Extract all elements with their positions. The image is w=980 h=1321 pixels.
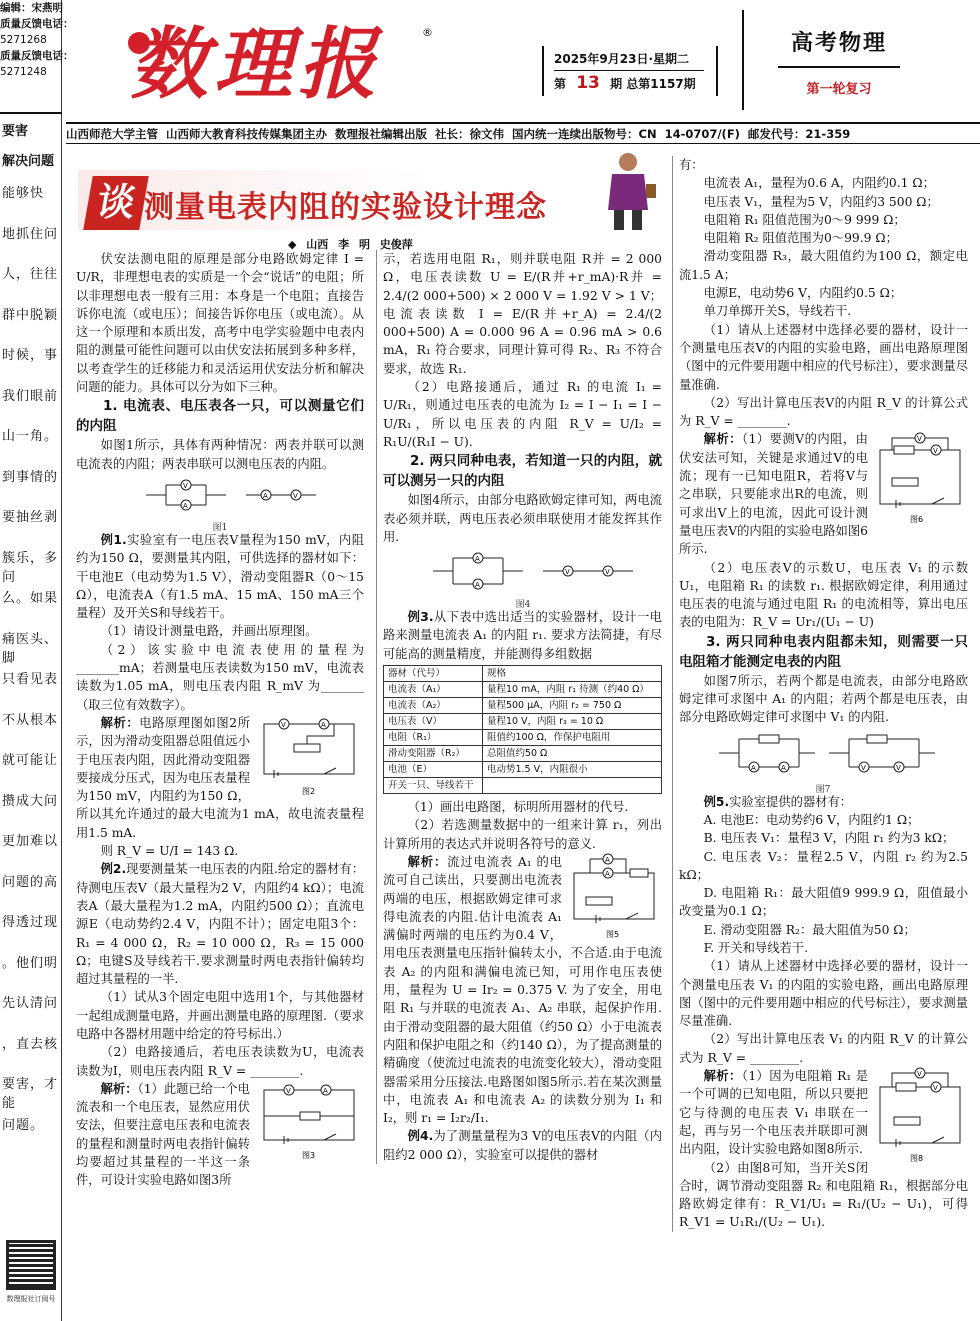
solution-4-text: （1）要测V的内阻，由伏安法可知，关键是求通过V的电流；现有一已知电阻R，若将V与之串联，只要能求出R的电流，则可求出V上的电流，因此可设计测量电压表V的内阻的实验电路如图6所示. xyxy=(679,432,868,557)
figure-5-circuit xyxy=(566,853,662,939)
editor-line: 编辑：宋燕明 xyxy=(0,2,63,14)
example-5-text: 实验室提供的器材有： xyxy=(729,794,853,809)
table-cell: 电动势1.5 V，内阻很小 xyxy=(482,762,661,778)
table-cell: 电池（E） xyxy=(384,762,483,778)
svg-text:图6: 图6 xyxy=(910,515,924,525)
col2-derivation: （2）电路接通后，通过 R₁ 的电流 I₁ = U/R₁，则通过电压表的电流为 I₂ = I − I₁ = I − U/R₁，所以电压表的内阻 R_V = U/I₂ = R₁U/(R₁I − U). xyxy=(383,380,662,449)
solution-3-label: 解析： xyxy=(407,854,448,869)
column-name: 第一轮复习 xyxy=(806,82,872,97)
svg-text:A: A xyxy=(323,1086,328,1095)
figure-1-caption: 图1 xyxy=(212,522,228,533)
strip-text-line: 问题的高 xyxy=(2,874,59,890)
newspaper-logo xyxy=(100,10,433,120)
example-2-text: 现要测量某一电压表的内阻.给定的器材有：待测电压表V（最大量程为2 V，内阻约4 kΩ）；电流表A（最大量程为1.2 mA，内阻约500 Ω）；直流电源E（电动势约2.4 V，内阻不计）；固定电阻3个：R₁ = 4 000 Ω，R₂ = 10 000 Ω，R₃ = 15 000 Ω；电键S及导线若干.要求测量时两电表指针偏转均超过其量程的一半. xyxy=(76,862,364,987)
strip-text-line: 我们眼前 xyxy=(2,388,59,404)
solution-5-formula: （2）由图8可知，当开关S闭合时，调节滑动变阻器 R₂ 和电阻箱 R₁，根据部分电路欧姆定律有：R_V1/U₁ = R₁/(U₂ − U₁)，可得 R_V1 = U₁R₁/(U₂ − U₁). xyxy=(679,1160,968,1230)
solution-2-text: （1）此题已给一个电流表和一个电压表，显然应用伏安法，但要注意电压表和电流表的量程和测量时两电表指针偏转均要超过其量程的一半这一条件，可设计实验电路如图3所 xyxy=(76,1081,250,1188)
feedback-line-2: 质量反馈电话： xyxy=(0,50,74,62)
example-1-label: 例1. xyxy=(100,532,127,547)
table-row xyxy=(384,698,662,714)
subject-underline xyxy=(778,66,900,68)
strip-text-line: 不从根本 xyxy=(2,712,59,728)
strip-text-line: 只看见表 xyxy=(2,672,59,687)
svg-text:V: V xyxy=(896,763,901,772)
strip-text-line: 问题。 xyxy=(2,1117,45,1133)
svg-text:V: V xyxy=(605,568,610,577)
table-cell: 电流表（A₂） xyxy=(384,698,483,714)
qr-caption: 数理报社订阅号 xyxy=(6,1295,56,1303)
list-item: D. 电阻箱 R₁：最大阻值9 999.9 Ω，阻值最小改变量为0.1 Ω； xyxy=(679,886,968,919)
strip-text-line: 山一角。 xyxy=(2,429,59,444)
solution-4-block xyxy=(679,430,968,558)
example-3-label: 例3. xyxy=(407,610,434,625)
svg-text:V: V xyxy=(861,763,866,772)
table-header: 器材（代号） xyxy=(384,666,483,682)
table-row xyxy=(384,730,662,746)
strip-text-line: 攒成大问 xyxy=(2,793,59,809)
example-5-q1: （1）请从上述器材中选择必要的器材，设计一个测量电压表 V₁ 的内阻的实验电路，画出电路原理图（图中的元件要用题中相应的代号标注），要求测量尽量准确. xyxy=(679,959,968,1029)
solution-4-formula: （2）电压表V的示数U，电压表 V₁ 的示数 U₁，电阻箱 R₁ 的读数 r₁. 根据欧姆定律，利用通过电压表的电流与通过电阻 R₁ 的电流相等，算出电压表的电阻为：R_V = Ur₁/(U₁ − U) xyxy=(679,560,968,630)
figure-1 xyxy=(76,473,364,531)
example-5-equipment-list xyxy=(679,811,968,957)
list-item: 电阻箱 R₂ 阻值范围为0～99.9 Ω； xyxy=(703,231,898,246)
svg-text:V: V xyxy=(286,1086,291,1095)
strip-text-line: 要抽丝剥 xyxy=(2,510,59,525)
figure-4-circuit xyxy=(383,546,663,596)
strip-text-line: 先认清问 xyxy=(2,996,59,1011)
strip-text-line: ，直去核 xyxy=(2,1036,59,1052)
figure-4 xyxy=(383,546,662,611)
svg-text:V: V xyxy=(183,481,188,490)
example-2-label: 例2. xyxy=(100,862,127,877)
table-cell: 电流表（A₁） xyxy=(384,682,483,698)
list-item: 电压表 V₁，量程为5 V，内阻约3 500 Ω； xyxy=(703,194,939,209)
article-column-1 xyxy=(76,250,364,1190)
feedback-phone: 5271268 xyxy=(0,34,47,46)
figure-7-caption: 图7 xyxy=(815,784,831,795)
strip-text-line: 群中脱颖 xyxy=(2,307,59,323)
section-2-text: 如图4所示，由部分电路欧姆定律可知，两电流表必须并联，两电压表必须串联使用才能发挥其作用. xyxy=(383,493,662,544)
solution-1-text: 电路原理图如图2所示，因为滑动变阻器总阻值远小于电压表内阻，因此滑动变阻器要接成分压式，因为电压表量程为150 mV，内阻约为150 Ω，所以其允许通过的最大电流为1 mA，故电流表量程用1.5 mA. xyxy=(76,715,364,840)
figure-2-circuit xyxy=(254,714,364,796)
solution-5-text: （1）因为电阻箱 R₁ 是一个可调的已知电阻，所以只要把它与待测的电压表 V₁ 串联在一起，再与另一个电压表并联即可测出内阻，设计实验电路如图8所示. xyxy=(679,1069,868,1157)
figure-1-circuit xyxy=(76,473,364,523)
strip-text-line: 更加难以 xyxy=(2,834,59,849)
logo-text: 数理报 xyxy=(130,19,383,110)
list-item: 电源E，电动势6 V，内阻约0.5 Ω； xyxy=(703,286,903,301)
table-row xyxy=(384,762,662,778)
strip-text-line: 人，往往 xyxy=(2,267,59,282)
section-heading-3: 3. 两只同种电表内阻都未知，则需要一只电阻箱才能测定电表的内阻 xyxy=(679,633,968,670)
svg-text:A: A xyxy=(475,555,480,564)
example-2-q2: （2）电路接通后，若电压表读数为U，电流表读数为I，则电压表内阻 R_V = ________. xyxy=(76,1045,364,1078)
table-cell: 滑动变阻器（R₂） xyxy=(384,746,483,762)
table-cell xyxy=(482,778,661,794)
svg-text:A: A xyxy=(263,491,268,500)
strip-text-line: 就可能让 xyxy=(2,753,59,768)
table-cell: 量程10 mA，内阻 r₁ 待测（约40 Ω） xyxy=(482,682,661,698)
solution-3-text: 流过电流表 A₁ 的电流可自己读出，只要测出电流表两端的电压，根据欧姆定律可求得电流表的内阻.估计电流表 A₁ 满偏时两端的电压约为0.4 V，用电压表测量电压指针偏转太小，不合适.由于电流表 A₂ 的内阻和满偏电流已知，可用作电压表使用，量程为 U = Ir₂ = 0.375 V. 为了安全，用电阻 R₁ 与并联的电流表 A₁、A₂ 串联，起保护作用.由于滑动变阻器的最大阻值（约50 Ω）小于电流表内阻和保护电阻之和（约140 Ω），为了提高测量的精确度（使流过电流表的电流变化较大），滑动变阻器需采用分压接法.电路图如图5所示.若在某次测量中，电流表 A₁ 和电流表 A₂ 的读数分别为 I₁ 和 I₂，则 r₁ = I₂r₂/I₁. xyxy=(383,854,662,1126)
strip-heading: 要害 xyxy=(2,124,29,139)
solution-2-label: 解析： xyxy=(100,1081,138,1096)
table-cell: 总阻值约50 Ω xyxy=(482,746,661,762)
strip-text-line: 要害，才能 xyxy=(2,1077,59,1111)
example-3-q1: （1）画出电路图，标明所用器材的代号. xyxy=(407,800,629,815)
col2-continuation: 示，若选用电阻 R₁，则并联电阻 R并 = 2 000 Ω，电压表读数 U = E/(R并+r_mA)·R并 = 2.4/(2 000+500) × 2 000 V = 1.92 V > 1 V；电流表读数 I = E/(R并+r_A) = 2.4/(2 000+500) A = 0.000 96 A = 0.96 mA > 0.6 mA，R₁ 符合要求，同理计算可得 R₂、R₃ 不符合要求，故选 R₁. xyxy=(383,252,662,376)
figure-4-caption: 图4 xyxy=(515,600,531,611)
list-item: 电阻箱 R₁ 阻值范围为0～9 999 Ω； xyxy=(703,212,906,227)
strip-text-line: 么。如果 xyxy=(2,591,59,606)
table-header: 规格 xyxy=(482,666,661,682)
date-box xyxy=(542,46,718,96)
registered-mark: ® xyxy=(422,26,433,39)
strip-text-line: 地抓住问 xyxy=(2,226,59,242)
section-heading-2: 2. 两只同种电表，若知道一只的内阻，就可以测另一只的内阻 xyxy=(383,453,662,490)
list-item: 单刀单掷开关S，导线若干. xyxy=(703,304,852,319)
section-heading-1: 1. 电流表、电压表各一只，可以测量它们的内阻 xyxy=(76,398,364,435)
strip-text-line: 能够快 xyxy=(2,186,45,201)
svg-text:A: A xyxy=(605,855,610,864)
svg-text:图3: 图3 xyxy=(302,1150,316,1160)
svg-text:A: A xyxy=(751,763,756,772)
businessman-figure-icon xyxy=(598,150,658,230)
svg-text:V: V xyxy=(933,1084,938,1093)
svg-text:A: A xyxy=(605,869,610,878)
solution-5-label: 解析： xyxy=(703,1069,742,1084)
example-3-text: 从下表中选出适当的实验器材，设计一电路来测量电流表 A₁ 的内阻 r₁. 要求方法简捷，有尽可能高的测量精度，并能测得多组数据 xyxy=(383,610,662,661)
solution-1-result: 则 R_V = U/I = 143 Ω. xyxy=(100,844,239,859)
svg-text:V: V xyxy=(917,435,922,444)
svg-text:V: V xyxy=(933,447,938,456)
example-5-q2: （2）写出计算电压表 V₁ 的内阻 R_V 的计算公式为 R_V = ________. xyxy=(679,1032,968,1065)
svg-text:图8: 图8 xyxy=(910,1154,924,1164)
table-row xyxy=(384,746,662,762)
svg-text:V: V xyxy=(281,720,286,729)
issue-total: 期 总第1157期 xyxy=(610,77,696,91)
list-item: A. 电池E：电动势约6 V，内阻约1 Ω； xyxy=(703,812,920,827)
title-lead-char: 谈 xyxy=(83,176,149,230)
svg-text:V: V xyxy=(293,491,298,500)
svg-text:A: A xyxy=(321,720,326,729)
solution-1-block xyxy=(76,714,364,842)
feedback-phone-2: 5271248 xyxy=(0,66,47,78)
solution-4-label: 解析： xyxy=(703,432,742,447)
figure-3-circuit xyxy=(254,1080,364,1160)
strip-text-line: 。他们明 xyxy=(2,955,59,971)
figure-7-circuit xyxy=(679,727,967,781)
example-5-label: 例5. xyxy=(703,794,730,809)
table-row xyxy=(384,682,662,698)
strip-text-line: 痛医头、脚 xyxy=(2,631,59,666)
issue-line xyxy=(554,70,704,93)
example-2-q1: （1）试从3个固定电阻中选用1个，与其他器材一起组成测量电路，并画出测量电路的原理图.（要求电路中各器材用题中给定的符号标出.） xyxy=(76,990,364,1041)
figure-8-circuit xyxy=(872,1067,968,1165)
list-item: 电流表 A₁，量程为0.6 A，内阻约0.1 Ω； xyxy=(703,176,935,191)
table-row xyxy=(384,778,662,794)
strip-subheading: 解决问题 xyxy=(2,154,55,169)
strip-text-line: 时候，事 xyxy=(2,348,59,363)
table-cell: 阻值约100 Ω，作保护电阻用 xyxy=(482,730,661,746)
col3-continuation: 有： xyxy=(679,158,704,172)
subject-title: 高考物理 xyxy=(790,31,887,56)
strip-text-line: 到事情的 xyxy=(2,469,59,485)
list-item: F. 开关和导线若干. xyxy=(703,940,809,955)
article-author: ◆ 山西 李 明 史俊萍 xyxy=(288,238,413,251)
qr-code[interactable] xyxy=(6,1240,56,1290)
svg-text:A: A xyxy=(475,581,480,590)
feedback-line: 质量反馈电话： xyxy=(0,18,74,30)
svg-text:V: V xyxy=(565,568,570,577)
table-cell: 电压表（V） xyxy=(384,714,483,730)
table-cell: 量程500 μA，内阻 r₂ = 750 Ω xyxy=(482,698,661,714)
svg-text:A: A xyxy=(781,763,786,772)
intro-paragraph: 伏安法测电阻的原理是部分电路欧姆定律 I = U/R，非理想电表的实质是一个会“说话”的电阻；所以非理想电表一般有三用：本身是一个电阻；直接告诉你电流（或电压）；间接告诉你电压（或电流）。从这一个原理和本质出发，高考中电学实验题中电表内阻的测量可能性问题可以由伏安法拓展到多种多样，以考查学生的迁移能力和灵活运用伏安法分析和解决问题的能力。具体可以分为如下三种。 xyxy=(76,252,364,395)
example-4-equipment-list xyxy=(679,174,968,320)
left-sidebar-strip xyxy=(0,0,74,1321)
table-cell: 量程10 V，内阻 r₃ = 10 Ω xyxy=(482,714,661,730)
solution-1-label: 解析： xyxy=(100,715,140,730)
example-3-q2: （2）若选测量数据中的一组来计算 r₁，列出计算所用的表达式并说明各符号的意义. xyxy=(383,818,662,851)
list-item: 滑动变阻器 R₃，最大阻值约为100 Ω，额定电流1.5 A； xyxy=(679,249,968,282)
strip-divider xyxy=(0,112,62,114)
strip-text-line: 得透过现 xyxy=(2,915,59,930)
example-4-q1: （1）请从上述器材中选择必要的器材，设计一个测量电压表V的内阻的实验电路，画出电路原理图（图中的元件要用题中相应的代号标注），要求测量尽量准确. xyxy=(679,322,968,392)
svg-text:A: A xyxy=(183,501,188,510)
article-title: 测量电表内阻的实验设计理念 xyxy=(144,190,547,225)
section-3-text: 如图7所示，若两个都是电流表，由部分电路欧姆定律可求图中 A₁ 的内阻；若两个都是电压表，由部分电路欧姆定律可求图中 V₁ 的内阻. xyxy=(679,673,968,725)
figure-6-circuit xyxy=(872,430,968,526)
svg-text:V: V xyxy=(917,1070,922,1079)
issue-prefix: 第 xyxy=(554,77,567,91)
issue-date: 2025年9月23日·星期二 xyxy=(554,52,690,66)
svg-text:图5: 图5 xyxy=(606,929,620,939)
example-1-text: 实验室有一电压表V量程为150 mV，内阻约为150 Ω，要测量其内阻，可供选择的器材如下：干电池E（电动势为1.5 V），滑动变阻器R（0～15 Ω），电流表A（有1.5 mA、15 mA、150 mA三个量程）及开关S和导线若干。 xyxy=(76,532,364,621)
strip-text-line: 簇乐，多问 xyxy=(2,550,59,585)
list-item: C. 电压表 V₂：量程2.5 V，内阻 r₂ 约为2.5 kΩ； xyxy=(679,849,968,882)
example-4-q2: （2）写出计算电压表V的内阻 R_V 的计算公式为 R_V = ________. xyxy=(679,395,968,429)
list-item: B. 电压表 V₁：量程3 V，内阻 r₁ 约为3 kΩ； xyxy=(703,831,955,846)
issue-number: 13 xyxy=(576,73,600,93)
table-cell: 电阻（R₁） xyxy=(384,730,483,746)
figure-7 xyxy=(679,727,968,793)
section-1-text: 如图1所示，具体有两种情况：两表并联可以测电流表的内阻；两表串联可以测电压表的内阻。 xyxy=(76,438,364,471)
equipment-table xyxy=(383,665,662,794)
masthead-divider xyxy=(742,10,744,110)
example-4-label: 例4. xyxy=(407,1129,434,1144)
example-4-text: 为了测量量程为3 V的电压表V的内阻（内阻约2 000 Ω），实验室可以提供的器材 xyxy=(383,1129,662,1162)
list-item: E. 滑动变阻器 R₂：最大阻值为50 Ω； xyxy=(703,922,916,937)
publisher-info-bar: 山西师范大学主管 山西师大教育科技传媒集团主办 数理报社编辑出版 社长：徐文伟 国内统一连续出版物号：CN 14-0707/(F) 邮发代号：21-359 xyxy=(66,122,980,144)
solution-2-block xyxy=(76,1080,364,1190)
article-column-2 xyxy=(376,250,662,1164)
table-row xyxy=(384,714,662,730)
svg-text:图2: 图2 xyxy=(302,786,316,796)
article-title-banner xyxy=(78,160,664,230)
article-column-3 xyxy=(672,156,968,1232)
solution-3-block xyxy=(383,853,662,1127)
solution-5-block xyxy=(679,1067,968,1164)
table-cell: 开关一只、导线若干 xyxy=(384,778,483,794)
example-1-q2: （2）该实验中电流表使用的量程为_______mA；若测量电压表读数为150 mV，电流表读数为1.05 mA，则电压表内阻 R_mV 为_______（取三位有效数字）。 xyxy=(76,642,364,712)
example-1-q1: （1）请设计测量电路，并画出原理图。 xyxy=(100,624,318,639)
